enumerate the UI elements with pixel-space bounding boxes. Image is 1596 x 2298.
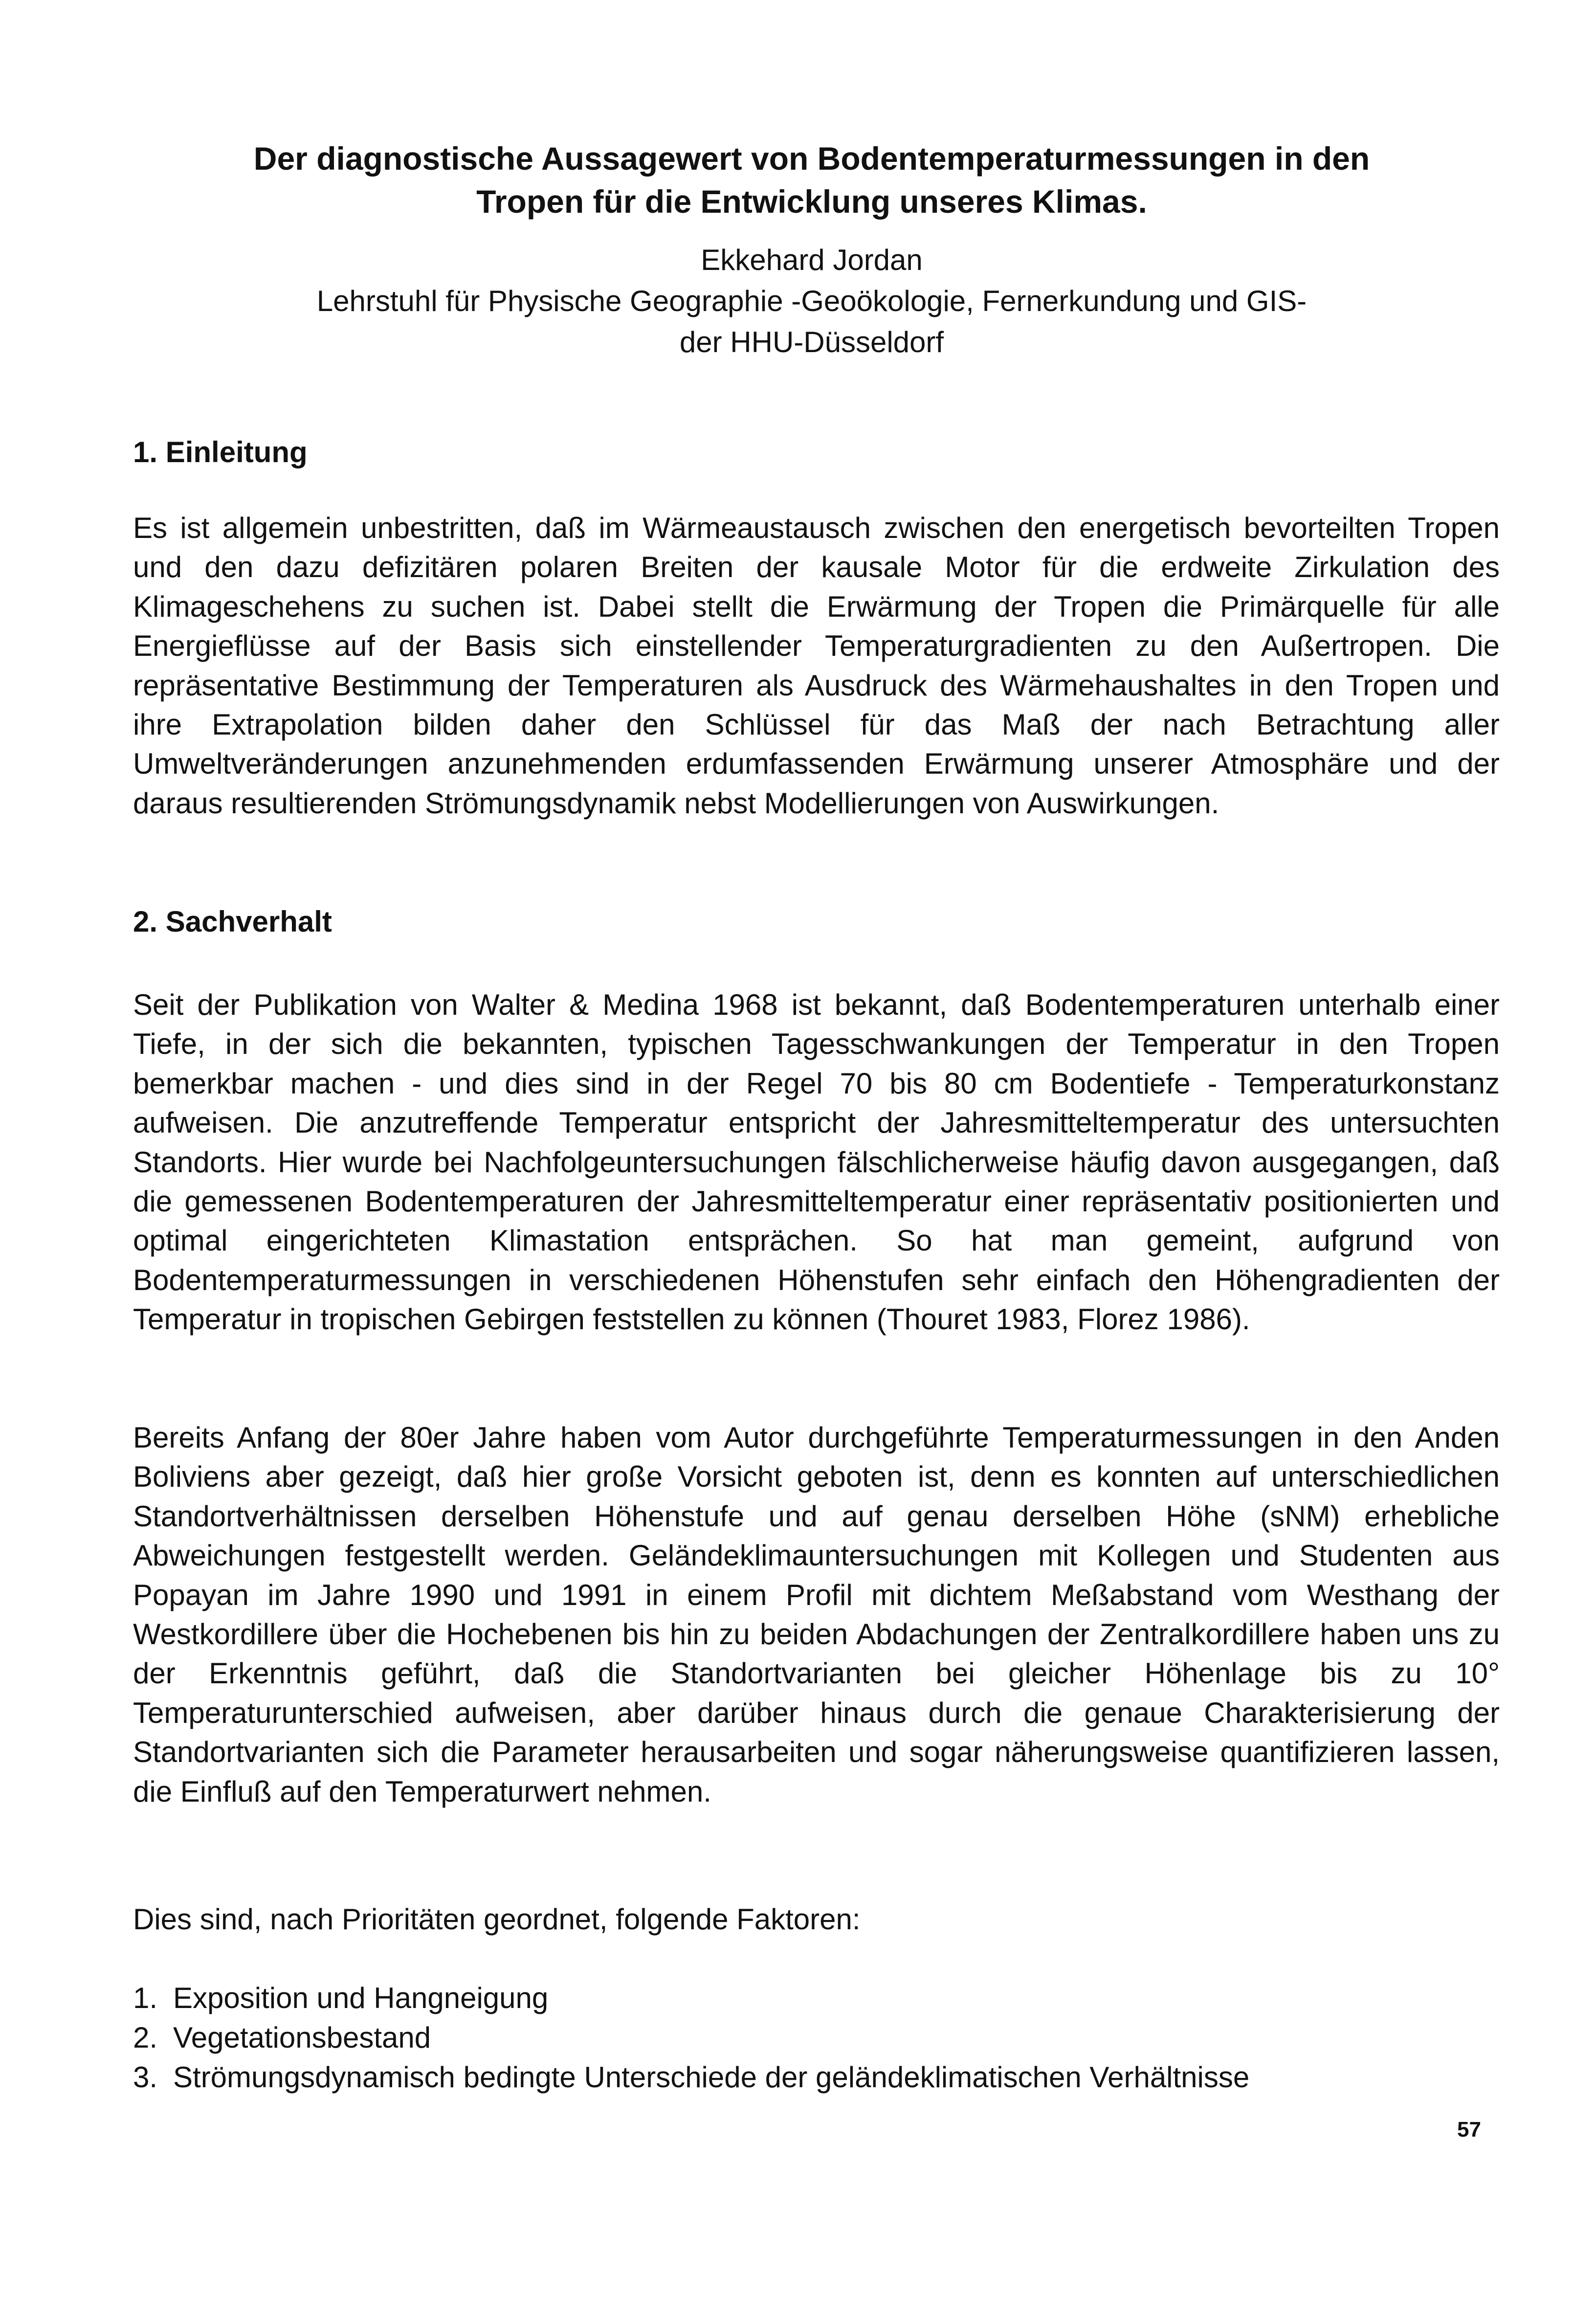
- list-item: [133, 2018, 1500, 2057]
- list-item-text: Vegetationsbestand: [173, 2021, 431, 2054]
- byline: [147, 240, 1477, 363]
- factor-list: [133, 1978, 1500, 2097]
- list-item: [133, 2057, 1500, 2097]
- affiliation-line: Lehrstuhl für Physische Geographie -Geoökologie, Fernerkundung und GIS-: [316, 285, 1307, 317]
- author-name: Ekkehard Jordan: [701, 244, 923, 276]
- paragraph-sachverhalt-1: Seit der Publikation von Walter & Medina 1968 ist bekannt, daß Bodentemperaturen unterhalb einer Tiefe, in der sich die bekannten, typischen Tagesschwankungen der Temperatur in den Tropen bemerkbar machen - und dies sind in der Regel 70 bis 80 cm Bodentiefe - Temperaturkonstanz aufweisen. Die anzutreffende Temperatur entspricht der Jahresmitteltemperatur des untersuchten Standorts. Hier wurde bei Nachfolgeuntersuchungen fälschlicherweise häufig davon ausgegangen, daß die gemessenen Bodentemperaturen der Jahresmitteltemperatur einer repräsentativ positionierten und optimal eingerichteten Klimastation entsprächen. So hat man gemeint, aufgrund von Bodentemperaturmessungen in verschiedenen Höhenstufen sehr einfach den Höhengradienten der Temperatur in tropischen Gebirgen feststellen zu können (Thouret 1983, Florez 1986).: [133, 988, 1500, 1336]
- list-item-number: 3.: [133, 2061, 158, 2094]
- list-item-text: Strömungsdynamisch bedingte Unterschiede der geländeklimatischen Verhältnisse: [173, 2061, 1250, 2094]
- list-item-number: 1.: [133, 1982, 158, 2014]
- list-item-number: 2.: [133, 2021, 158, 2054]
- list-item: [133, 1978, 1500, 2018]
- paragraph-sachverhalt-2: Bereits Anfang der 80er Jahre haben vom Autor durchgeführte Temperaturmessungen in den Anden Boliviens aber gezeigt, daß hier große Vorsicht geboten ist, denn es konnten auf unterschiedlichen Standortverhältnissen derselben Höhenstufe und auf genau derselben Höhe (sNM) erhebliche Abweichungen festgestellt werden. Geländeklimauntersuchungen mit Kollegen und Studenten aus Popayan im Jahre 1990 und 1991 in einem Profil mit dichtem Meßabstand vom Westhang der Westkordillere über die Hochebenen bis hin zu beiden Abdachungen der Zentralkordillere haben uns zu der Erkenntnis geführt, daß die Standortvarianten bei gleicher Höhenlage bis zu 10° Temperaturunterschied aufweisen, aber darüber hinaus durch die genaue Charakterisierung der Standortvarianten sich die Parameter herausarbeiten und sogar näherungsweise quantifizieren lassen, die Einfluß auf den Temperaturwert nehmen.: [133, 1421, 1500, 1808]
- section-heading-sachverhalt: 2. Sachverhalt: [133, 905, 332, 938]
- title-line: Tropen für die Entwicklung unseres Klimas.: [476, 183, 1147, 220]
- list-item-text: Exposition und Hangneigung: [173, 1982, 549, 2014]
- paragraph-einleitung: Es ist allgemein unbestritten, daß im Wärmeaustausch zwischen den energetisch bevorteilten Tropen und den dazu defizitären polaren Breiten der kausale Motor für die erdweite Zirkulation des Klimageschehens zu suchen ist. Dabei stellt die Erwärmung der Tropen die Primärquelle für alle Energieflüsse auf der Basis sich einstellender Temperaturgradienten zu den Außertropen. Die repräsentative Bestimmung der Temperaturen als Ausdruck des Wärmehaushaltes in den Tropen und ihre Extrapolation bilden daher den Schlüssel für das Maß der nach Betrachtung aller Umweltveränderungen anzunehmenden erdumfassenden Erwärmung unserer Atmosphäre und der daraus resultierenden Strömungsdynamik nebst Modellierungen von Auswirkungen.: [133, 512, 1500, 820]
- page-number: 57: [1457, 2118, 1481, 2142]
- section-heading-einleitung: 1. Einleitung: [133, 436, 308, 469]
- title-line: Der diagnostische Aussagewert von Bodentemperaturmessungen in den: [253, 140, 1370, 177]
- affiliation-line: der HHU-Düsseldorf: [679, 326, 944, 358]
- paper-title: [147, 137, 1477, 223]
- paragraph-sachverhalt-3: Dies sind, nach Prioritäten geordnet, folgende Faktoren:: [133, 1903, 861, 1936]
